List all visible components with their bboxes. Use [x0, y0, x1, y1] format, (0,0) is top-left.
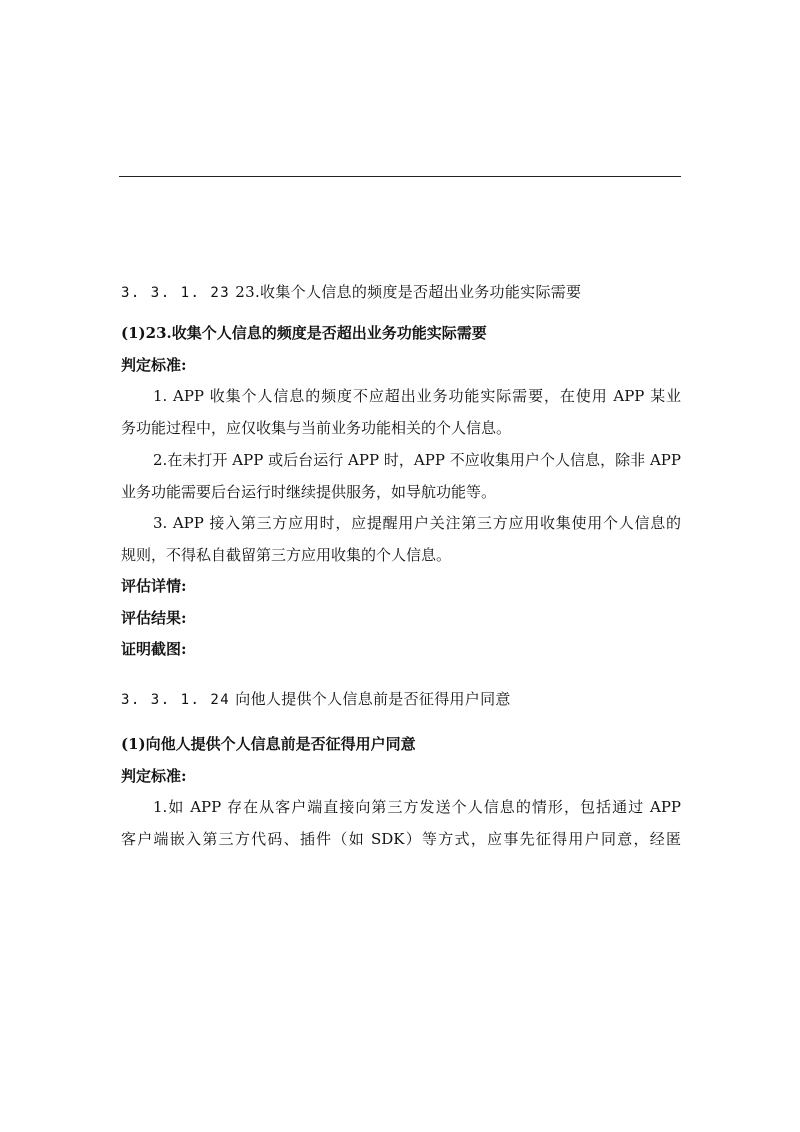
section-number: 3. 3. 1. 24: [121, 692, 231, 708]
subheading: (1)向他人提供个人信息前是否征得用户同意: [121, 735, 416, 753]
header-rule: [119, 176, 681, 177]
result-label: 评估结果:: [121, 609, 187, 627]
criteria-label: 判定标准:: [121, 356, 187, 374]
paragraph-line: 1. APP 收集个人信息的频度不应超出业务功能实际需要，在使用 APP 某业: [153, 387, 681, 405]
subheading: (1)23.收集个人信息的频度是否超出业务功能实际需要: [121, 324, 487, 342]
paragraph-line: 规则，不得私自截留第三方应用收集的个人信息。: [121, 546, 452, 564]
screenshot-label: 证明截图:: [121, 640, 187, 658]
section-title: 23.收集个人信息的频度是否超出业务功能实际需要: [235, 283, 582, 301]
paragraph-line: 业务功能需要后台运行时继续提供服务，如导航功能等。: [121, 483, 497, 501]
section-number: 3. 3. 1. 23: [121, 285, 231, 301]
details-label: 评估详情:: [121, 577, 187, 595]
section-title: 向他人提供个人信息前是否征得用户同意: [235, 690, 511, 708]
paragraph-line: 3. APP 接入第三方应用时，应提醒用户关注第三方应用收集使用个人信息的: [153, 514, 681, 532]
paragraph-line: 客户端嵌入第三方代码、插件（如 SDK）等方式，应事先征得用户同意，经匿: [121, 830, 681, 848]
section-heading: [121, 689, 511, 710]
paragraph-line: 务功能过程中，应仅收集与当前业务功能相关的个人信息。: [121, 419, 512, 437]
criteria-label: 判定标准:: [121, 767, 187, 785]
section-heading: [121, 282, 581, 303]
paragraph-line: 2.在未打开 APP 或后台运行 APP 时，APP 不应收集用户个人信息，除非 APP: [153, 451, 681, 469]
paragraph-line: 1.如 APP 存在从客户端直接向第三方发送个人信息的情形，包括通过 APP: [153, 798, 681, 816]
